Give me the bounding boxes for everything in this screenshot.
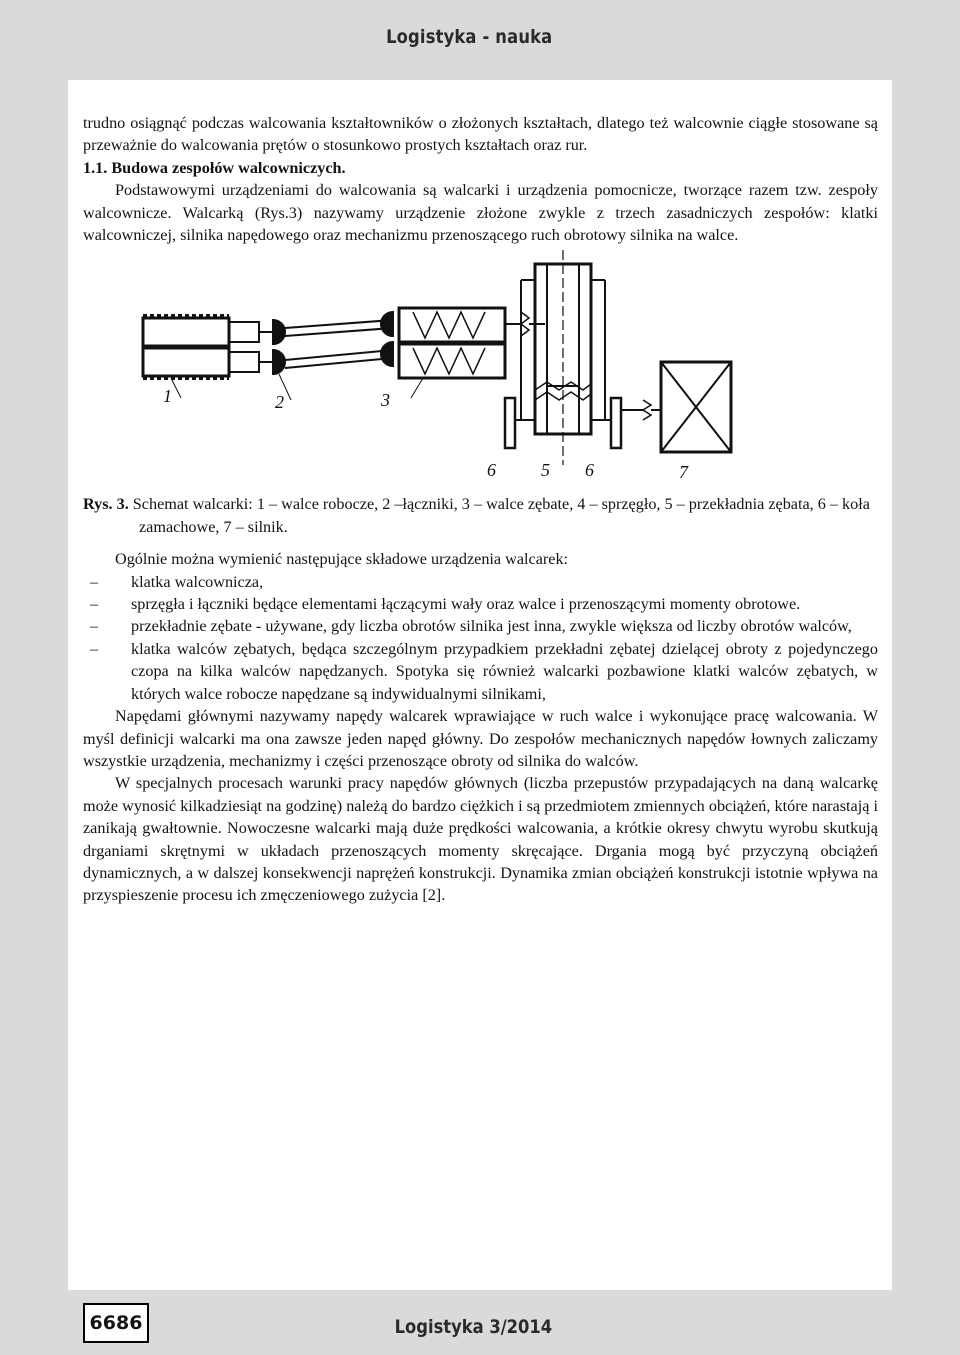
right-margin-band	[892, 0, 960, 1355]
list-item	[83, 571, 878, 593]
list-item	[83, 593, 878, 615]
figure-label-1: 1	[163, 386, 172, 407]
page-number: 6686	[83, 1303, 149, 1343]
list-dash: –	[90, 595, 99, 614]
section-heading: 1.1. Budowa zespołów walcowniczych.	[83, 158, 346, 177]
pinion-stand-graphic	[399, 308, 545, 378]
running-header: Logistyka - nauka	[385, 26, 552, 48]
figure-rolling-mill-schematic	[83, 250, 878, 493]
paragraph-1: trudno osiągnąć podczas walcowania kształtowników o złożonych kształtach, dlatego też walcownie ciągłe stosowane są przeważnie do walcowania prętów o stosunkowo prostych kształtach oraz rur.	[83, 114, 878, 155]
figure-label-6-left: 6	[487, 460, 496, 481]
figure-label-7: 7	[679, 462, 688, 483]
list-intro: Ogólnie można wymienić następujące składowe urządzenia walcarek:	[115, 550, 569, 569]
list-item	[83, 615, 878, 637]
figure-label-3: 3	[381, 390, 390, 411]
list-item	[83, 638, 878, 705]
list-item-text: sprzęgła i łączniki będące elementami łączącymi wały oraz walce i przenoszącymi momenty obrotowe.	[131, 595, 801, 614]
list-item-text: przekładnie zębate - używane, gdy liczba obrotów silnika jest inna, zwykle większa od liczby obrotów walców,	[131, 617, 852, 636]
list-dash: –	[90, 617, 99, 636]
schematic-drawing	[123, 250, 763, 493]
work-rolls-graphic	[143, 316, 285, 378]
figure-label-2: 2	[275, 392, 284, 413]
page-content	[68, 80, 892, 1290]
list-dash: –	[90, 639, 99, 658]
figure-label-6-right: 6	[585, 460, 594, 481]
list-dash: –	[90, 572, 99, 591]
list-item-text: klatka walców zębatych, będąca szczególnym przypadkiem przekładni zębatej dzielącej obroty z pojedynczego czopa na kilka walców napędzanych. Spotyka się również walcarki pozbawione klatki walców zębatych, w których walce robocze napędzane są indywidualnymi silnikami,	[131, 639, 878, 703]
paragraph-3: Napędami głównymi nazywamy napędy walcarek wprawiające w ruch walce i wykonujące pracę walcowania. W myśl definicji walcarki ma ona zawsze jeden napęd główny. Do zespołów mechanicznych napędów łownych zaliczamy wszystkie urządzenia, mechanizmy i części przenoszące obroty od silnika do walców.	[83, 707, 878, 770]
gearbox-graphic	[505, 250, 661, 465]
left-margin-band	[0, 0, 68, 1355]
figure-label-5: 5	[541, 460, 550, 481]
paragraph-2: Podstawowymi urządzeniami do walcowania są walcarki i urządzenia pomocnicze, tworzące razem tzw. zespoły walcownicze. Walcarką (Rys.3) nazywamy urządzenie złożone zwykle z trzech zasadniczych zespołów: klatki walcowniczej, silnika napędowego oraz mechanizmu przenoszącego ruch obrotowy silnika na walce.	[83, 181, 878, 245]
caption-text: Schemat walcarki: 1 – walce robocze, 2 –łączniki, 3 – walce zębate, 4 – sprzęgło, 5 – przekładnia zębata, 6 – koła zamachowe, 7 – silnik.	[128, 495, 870, 536]
list-item-text: klatka walcownicza,	[131, 572, 264, 591]
motor-graphic	[661, 362, 731, 452]
journal-issue: Logistyka 3/2014	[394, 1316, 552, 1338]
spindles-graphic	[285, 312, 393, 368]
paragraph-4: W specjalnych procesach warunki pracy napędów głównych (liczba przepustów przypadających na daną walcarkę może wynosić kilkadziesiąt na godzinę) należą do bardzo ciężkich i są przedmiotem zmiennych obciążeń, które narastają i zanikają gwałtownie. Nowoczesne walcarki mają duże prędkości walcowania, a krótkie okresy chwytu wyrobu skutkują drganiami skrętnymi w układach przenoszących momenty skręcające. Drgania mogą być przyczyną obciążeń dynamicznych, a w dalszej konsekwencji naprężeń konstrukcji. Dynamika zmian obciążeń konstrukcji istotnie wpływa na przyspieszenie procesu ich zmęczeniowego zużycia [2].	[83, 774, 878, 905]
text-column	[83, 112, 878, 907]
components-list	[83, 571, 878, 705]
caption-label: Rys. 3.	[83, 495, 129, 514]
figure-caption	[83, 493, 878, 538]
